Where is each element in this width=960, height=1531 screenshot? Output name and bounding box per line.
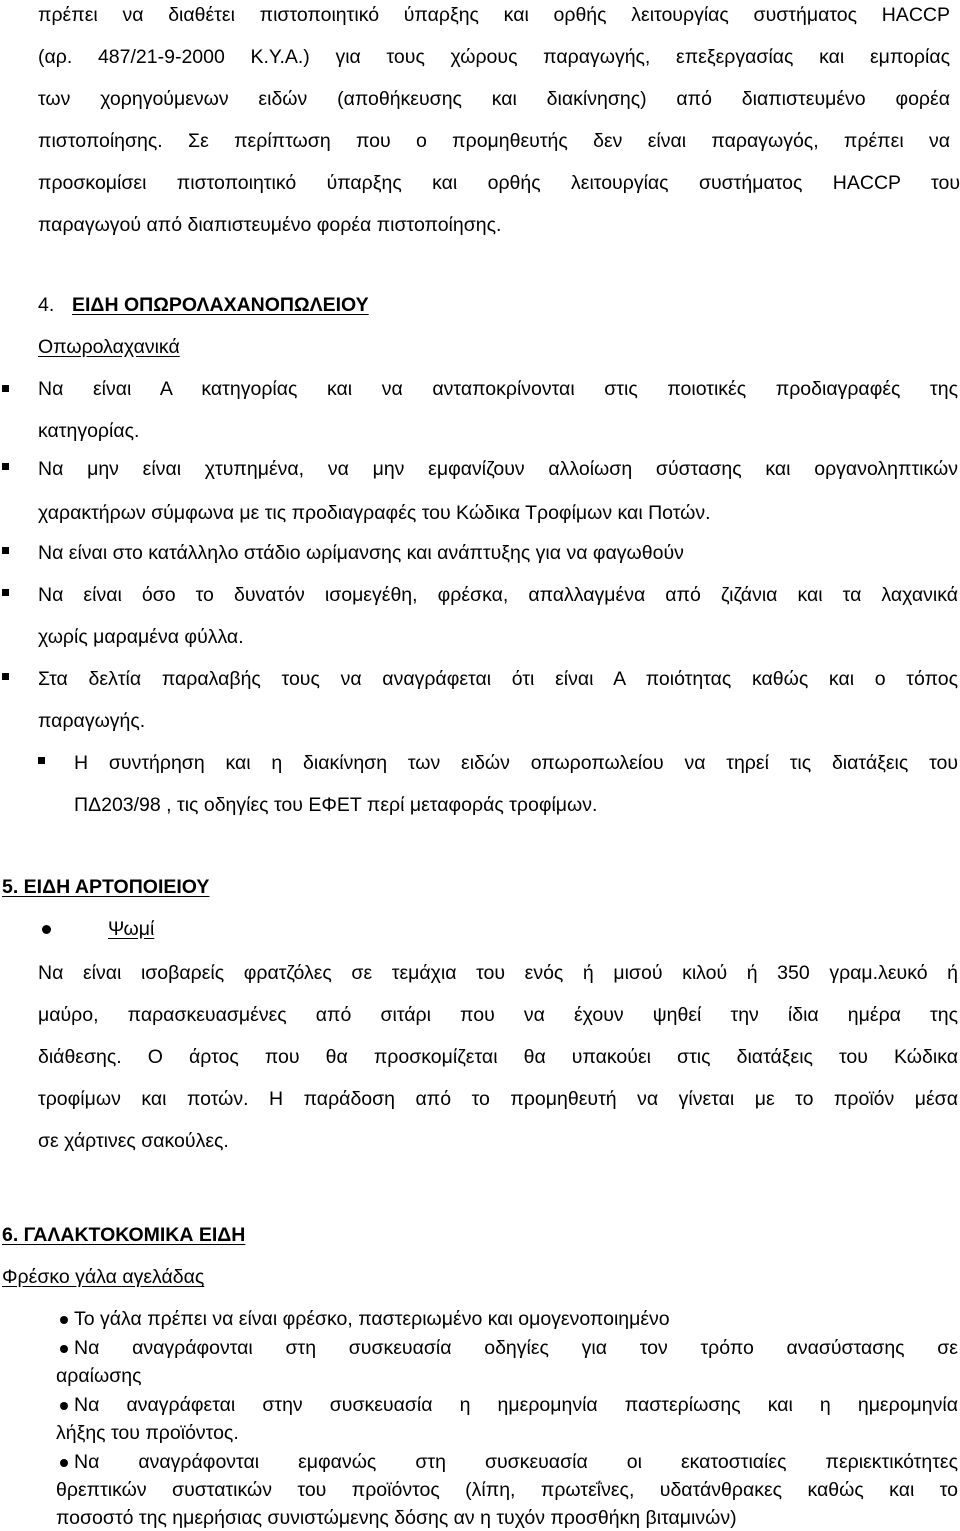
square-bullet-icon bbox=[2, 589, 9, 596]
text-line: σε χάρτινες σακούλες. bbox=[38, 1130, 229, 1152]
text-line: τροφίμων και ποτών. Η παράδοση από το προμηθευτή να γίνεται με το προϊόν μέσα bbox=[38, 1088, 958, 1110]
text-line: μαύρο, παρασκευασμένες από σιτάρι που να έχουν ψηθεί την ίδια ημέρα της bbox=[38, 1004, 958, 1026]
text-line: προσκομίσει πιστοποιητικό ύπαρξης και ορθής λειτουργίας συστήματος HACCP του bbox=[38, 172, 960, 194]
section-title: 5. ΕΙΔΗ ΑΡΤΟΠΟΙΕΙΟΥ bbox=[2, 876, 210, 898]
square-bullet-icon bbox=[2, 385, 9, 392]
list-item-cont: χωρίς μαραμένα φύλλα. bbox=[38, 626, 244, 648]
section-number: 4. bbox=[38, 294, 55, 316]
list-item: Να αναγράφονται στη συσκευασία οδηγίες για τον τρόπο ανασύστασης σε bbox=[74, 1337, 958, 1359]
list-item-cont: ποσοστό της ημερήσιας συνιστώμενης δόσης αν η τυχόν προσθήκη βιταμινών) bbox=[56, 1507, 737, 1529]
text-line: των χορηγούμενων ειδών (αποθήκευσης και διακίνησης) από διαπιστευμένο φορέα bbox=[38, 88, 950, 110]
list-item-cont: χαρακτήρων σύμφωνα με τις προδιαγραφές του Κώδικα Τροφίμων και Ποτών. bbox=[38, 502, 711, 524]
round-bullet-icon bbox=[60, 1402, 68, 1410]
list-item: Να είναι Α κατηγορίας και να ανταποκρίνονται στις ποιοτικές προδιαγραφές της bbox=[38, 378, 958, 400]
list-item: Να μην είναι χτυπημένα, να μην εμφανίζουν αλλοίωση σύστασης και οργανοληπτικών bbox=[38, 458, 958, 480]
round-bullet-icon bbox=[60, 1345, 68, 1353]
round-bullet-icon bbox=[60, 1459, 68, 1467]
text-line: παραγωγού από διαπιστευμένο φορέα πιστοποίησης. bbox=[38, 214, 502, 236]
text-line: (αρ. 487/21-9-2000 Κ.Υ.Α.) για τους χώρους παραγωγής, επεξεργασίας και εμπορίας bbox=[38, 46, 950, 68]
list-item-cont: λήξης του προϊόντος. bbox=[56, 1422, 239, 1444]
list-item-cont: αραίωσης bbox=[56, 1365, 142, 1387]
text-line: Να είναι ισοβαρείς φρατζόλες σε τεμάχια του ενός ή μισού κιλού ή 350 γραμ.λευκό ή bbox=[38, 962, 958, 984]
text-line: πρέπει να διαθέτει πιστοποιητικό ύπαρξης και ορθής λειτουργίας συστήματος HACCP bbox=[38, 4, 950, 26]
text-line: διάθεσης. Ο άρτος που θα προσκομίζεται θα υπακούει στις διατάξεις του Κώδικα bbox=[38, 1046, 958, 1068]
list-item-cont: κατηγορίας. bbox=[38, 420, 140, 442]
square-bullet-icon bbox=[2, 547, 9, 554]
round-bullet-icon bbox=[42, 925, 51, 934]
list-item: Να είναι στο κατάλληλο στάδιο ωρίμανσης και ανάπτυξης για να φαγωθούν bbox=[38, 542, 684, 564]
list-item: Να είναι όσο το δυνατόν ισομεγέθη, φρέσκα, απαλλαγμένα από ζιζάνια και τα λαχανικά bbox=[38, 584, 958, 606]
list-item: Η συντήρηση και η διακίνηση των ειδών οπωροπωλείου να τηρεί τις διατάξεις του bbox=[74, 752, 958, 774]
square-bullet-icon bbox=[2, 463, 9, 470]
square-bullet-icon bbox=[38, 757, 45, 764]
section-title: ΕΙΔΗ ΟΠΩΡΟΛΑΧΑΝΟΠΩΛΕΙΟΥ bbox=[72, 294, 369, 316]
list-item-cont: ΠΔ203/98 , τις οδηγίες του ΕΦΕΤ περί μεταφοράς τροφίμων. bbox=[74, 794, 598, 816]
list-item-cont: θρεπτικών συστατικών του προϊόντος (λίπη, πρωτεΐνες, υδατάνθρακες καθώς και το bbox=[56, 1479, 958, 1501]
list-item: Το γάλα πρέπει να είναι φρέσκο, παστεριωμένο και ομογενοποιημένο bbox=[74, 1308, 670, 1330]
section-subtitle: Οπωρολαχανικά bbox=[38, 336, 180, 358]
text-line: πιστοποίησης. Σε περίπτωση που ο προμηθευτής δεν είναι παραγωγός, πρέπει να bbox=[38, 130, 950, 152]
list-item: Να αναγράφεται στην συσκευασία η ημερομηνία παστερίωσης και η ημερομηνία bbox=[74, 1394, 958, 1416]
bullet-item: Ψωμί bbox=[108, 918, 155, 940]
list-item: Στα δελτία παραλαβής τους να αναγράφεται ότι είναι Α ποιότητας καθώς και ο τόπος bbox=[38, 668, 958, 690]
round-bullet-icon bbox=[60, 1316, 68, 1324]
list-item: Να αναγράφονται εμφανώς στη συσκευασία οι εκατοστιαίες περιεκτικότητες bbox=[74, 1451, 958, 1473]
section-title: 6. ΓΑΛΑΚΤΟΚΟΜΙΚΑ ΕΙΔΗ bbox=[2, 1224, 246, 1246]
list-item-cont: παραγωγής. bbox=[38, 710, 146, 732]
square-bullet-icon bbox=[2, 673, 9, 680]
section-subtitle: Φρέσκο γάλα αγελάδας bbox=[2, 1266, 205, 1288]
